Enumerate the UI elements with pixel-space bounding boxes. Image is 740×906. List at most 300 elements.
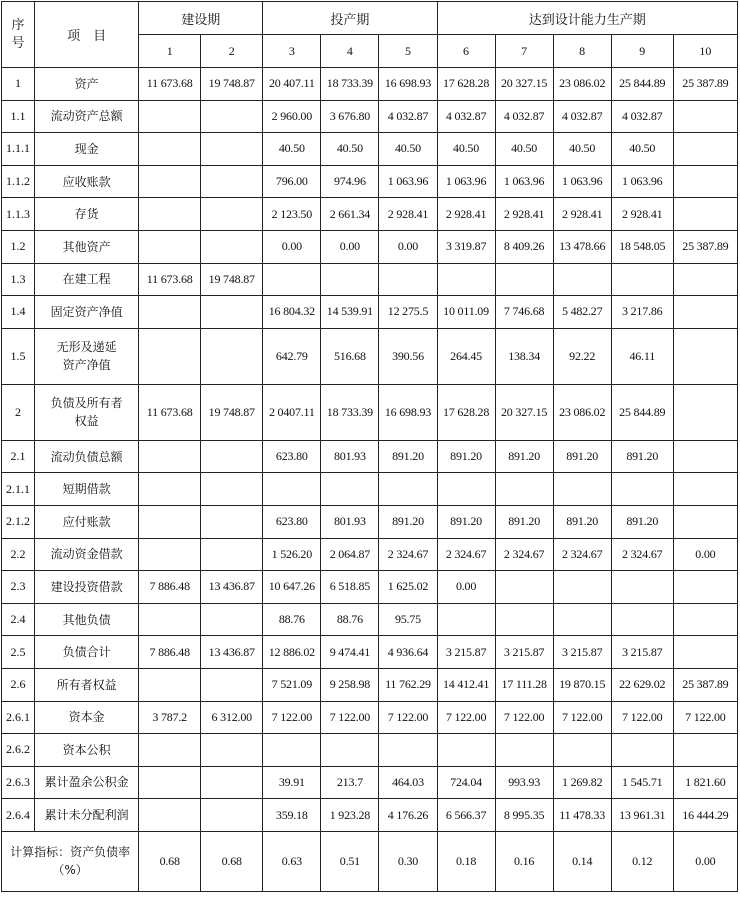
row-value-year-9: 25 844.89 (611, 384, 673, 440)
row-value-year-5: 0.00 (379, 230, 437, 263)
table-row (2, 68, 738, 101)
row-value-year-3: 359.18 (263, 799, 321, 832)
row-value-year-9 (611, 571, 673, 604)
row-value-year-2: 19 748.87 (201, 384, 263, 440)
row-value-year-6: 14 412.41 (437, 668, 495, 701)
row-value-year-4: 213.7 (321, 766, 379, 799)
row-value-year-10 (673, 734, 737, 767)
table-row (2, 296, 738, 329)
row-value-year-1 (139, 230, 201, 263)
row-seq: 1.5 (2, 328, 35, 384)
row-seq: 2.6.4 (2, 799, 35, 832)
row-value-year-8: 23 086.02 (553, 384, 611, 440)
row-seq: 2.1.1 (2, 473, 35, 506)
table-row (2, 538, 738, 571)
header-year-9: 9 (611, 35, 673, 68)
row-value-year-6: 17 628.28 (437, 68, 495, 101)
row-value-year-8: 19 870.15 (553, 668, 611, 701)
balance-sheet-table (1, 1, 738, 892)
row-value-year-5 (379, 734, 437, 767)
row-value-year-7: 20 327.15 (495, 384, 553, 440)
row-seq: 2.2 (2, 538, 35, 571)
row-value-year-2 (201, 440, 263, 473)
row-value-year-10 (673, 440, 737, 473)
row-value-year-3: 10 647.26 (263, 571, 321, 604)
row-item: 建设投资借款 (35, 571, 139, 604)
header-year-7: 7 (495, 35, 553, 68)
row-value-year-6: 2 324.67 (437, 538, 495, 571)
row-value-year-1 (139, 505, 201, 538)
table-header (2, 2, 738, 68)
row-value-year-7 (495, 603, 553, 636)
row-value-year-6: 10 011.09 (437, 296, 495, 329)
row-value-year-1 (139, 668, 201, 701)
row-value-year-1 (139, 538, 201, 571)
row-value-year-2 (201, 734, 263, 767)
row-value-year-5: 1 063.96 (379, 165, 437, 198)
footer-value-year-2: 0.68 (201, 831, 263, 891)
footer-value-year-8: 0.14 (553, 831, 611, 891)
table-row (2, 668, 738, 701)
row-value-year-7 (495, 571, 553, 604)
row-item: 存货 (35, 198, 139, 231)
row-value-year-5: 1 625.02 (379, 571, 437, 604)
header-year-4: 4 (321, 35, 379, 68)
row-value-year-5: 16 698.93 (379, 68, 437, 101)
row-value-year-7: 7 122.00 (495, 701, 553, 734)
footer-value-year-6: 0.18 (437, 831, 495, 891)
row-value-year-4: 7 122.00 (321, 701, 379, 734)
row-value-year-2: 13 436.87 (201, 636, 263, 669)
row-value-year-9: 25 844.89 (611, 68, 673, 101)
row-value-year-4: 18 733.39 (321, 68, 379, 101)
row-value-year-8: 11 478.33 (553, 799, 611, 832)
row-seq: 2.4 (2, 603, 35, 636)
table-row (2, 440, 738, 473)
row-value-year-10 (673, 473, 737, 506)
row-item: 流动负债总额 (35, 440, 139, 473)
row-value-year-6 (437, 734, 495, 767)
row-value-year-2: 13 436.87 (201, 571, 263, 604)
row-value-year-4: 1 923.28 (321, 799, 379, 832)
row-value-year-10 (673, 165, 737, 198)
row-value-year-1 (139, 296, 201, 329)
row-value-year-3: 39.91 (263, 766, 321, 799)
row-value-year-3: 7 122.00 (263, 701, 321, 734)
row-value-year-3: 88.76 (263, 603, 321, 636)
row-seq: 2.3 (2, 571, 35, 604)
row-value-year-6: 0.00 (437, 571, 495, 604)
row-value-year-8: 23 086.02 (553, 68, 611, 101)
row-item: 流动资产总额 (35, 100, 139, 133)
row-value-year-5: 95.75 (379, 603, 437, 636)
row-value-year-7 (495, 263, 553, 296)
row-value-year-6: 891.20 (437, 440, 495, 473)
row-value-year-1: 11 673.68 (139, 68, 201, 101)
row-value-year-9: 1 545.71 (611, 766, 673, 799)
row-value-year-4: 9 474.41 (321, 636, 379, 669)
row-value-year-2 (201, 198, 263, 231)
row-item: 应收账款 (35, 165, 139, 198)
row-value-year-8: 2 928.41 (553, 198, 611, 231)
row-seq: 2.6.2 (2, 734, 35, 767)
row-value-year-8 (553, 473, 611, 506)
row-value-year-4: 2 064.87 (321, 538, 379, 571)
row-value-year-8: 891.20 (553, 440, 611, 473)
row-seq: 2.6.1 (2, 701, 35, 734)
row-value-year-5: 16 698.93 (379, 384, 437, 440)
row-value-year-4: 974.96 (321, 165, 379, 198)
row-value-year-4 (321, 263, 379, 296)
row-value-year-2 (201, 668, 263, 701)
row-value-year-5: 7 122.00 (379, 701, 437, 734)
row-item: 固定资产净值 (35, 296, 139, 329)
row-value-year-10 (673, 296, 737, 329)
row-value-year-9 (611, 263, 673, 296)
row-value-year-7: 1 063.96 (495, 165, 553, 198)
row-value-year-1: 7 886.48 (139, 571, 201, 604)
footer-value-year-5: 0.30 (379, 831, 437, 891)
row-value-year-10: 16 444.29 (673, 799, 737, 832)
table-row (2, 505, 738, 538)
row-value-year-3: 2 123.50 (263, 198, 321, 231)
row-value-year-5: 4 032.87 (379, 100, 437, 133)
row-value-year-9: 22 629.02 (611, 668, 673, 701)
row-value-year-5: 4 176.26 (379, 799, 437, 832)
row-value-year-7: 2 928.41 (495, 198, 553, 231)
row-seq: 1 (2, 68, 35, 101)
table-row (2, 636, 738, 669)
row-seq: 2 (2, 384, 35, 440)
row-value-year-10 (673, 571, 737, 604)
row-item: 无形及递延 资产净值 (35, 328, 139, 384)
header-full-capacity-period: 达到设计能力生产期 (437, 2, 737, 35)
row-value-year-2 (201, 766, 263, 799)
table-row (2, 198, 738, 231)
row-value-year-7: 8 409.26 (495, 230, 553, 263)
row-value-year-9: 3 217.86 (611, 296, 673, 329)
row-value-year-9: 2 928.41 (611, 198, 673, 231)
row-value-year-10 (673, 384, 737, 440)
row-value-year-1 (139, 328, 201, 384)
row-value-year-2 (201, 538, 263, 571)
row-value-year-8: 40.50 (553, 133, 611, 166)
row-value-year-8 (553, 263, 611, 296)
row-seq: 1.4 (2, 296, 35, 329)
table-row (2, 133, 738, 166)
row-value-year-9: 18 548.05 (611, 230, 673, 263)
table-row (2, 603, 738, 636)
row-value-year-8 (553, 571, 611, 604)
row-value-year-4: 18 733.39 (321, 384, 379, 440)
table-row (2, 328, 738, 384)
row-value-year-4 (321, 734, 379, 767)
row-item: 资本金 (35, 701, 139, 734)
row-value-year-9: 2 324.67 (611, 538, 673, 571)
footer-ratio-row (2, 831, 738, 891)
row-value-year-5: 2 324.67 (379, 538, 437, 571)
row-value-year-4: 88.76 (321, 603, 379, 636)
row-value-year-1 (139, 734, 201, 767)
row-value-year-10 (673, 133, 737, 166)
header-year-10: 10 (673, 35, 737, 68)
row-value-year-6 (437, 263, 495, 296)
row-item: 累计未分配利润 (35, 799, 139, 832)
footer-value-year-7: 0.16 (495, 831, 553, 891)
row-value-year-1 (139, 473, 201, 506)
table-row (2, 263, 738, 296)
row-value-year-5: 390.56 (379, 328, 437, 384)
row-value-year-7: 40.50 (495, 133, 553, 166)
footer-value-year-9: 0.12 (611, 831, 673, 891)
row-item: 其他资产 (35, 230, 139, 263)
footer-value-year-4: 0.51 (321, 831, 379, 891)
row-seq: 1.1 (2, 100, 35, 133)
row-value-year-8: 5 482.27 (553, 296, 611, 329)
table-row (2, 165, 738, 198)
row-value-year-2: 6 312.00 (201, 701, 263, 734)
row-value-year-3: 16 804.32 (263, 296, 321, 329)
row-value-year-2: 19 748.87 (201, 263, 263, 296)
row-value-year-6: 17 628.28 (437, 384, 495, 440)
row-value-year-3: 1 526.20 (263, 538, 321, 571)
table-row (2, 384, 738, 440)
row-value-year-9: 891.20 (611, 505, 673, 538)
row-value-year-1 (139, 603, 201, 636)
table-row (2, 100, 738, 133)
row-item: 负债及所有者 权益 (35, 384, 139, 440)
footer-value-year-1: 0.68 (139, 831, 201, 891)
row-value-year-10: 0.00 (673, 538, 737, 571)
row-value-year-4: 14 539.91 (321, 296, 379, 329)
row-value-year-6: 3 215.87 (437, 636, 495, 669)
row-value-year-8: 92.22 (553, 328, 611, 384)
row-seq: 1.1.2 (2, 165, 35, 198)
row-value-year-10: 25 387.89 (673, 230, 737, 263)
row-value-year-5: 40.50 (379, 133, 437, 166)
row-value-year-4: 2 661.34 (321, 198, 379, 231)
row-item: 所有者权益 (35, 668, 139, 701)
row-item: 负债合计 (35, 636, 139, 669)
row-value-year-2 (201, 296, 263, 329)
row-value-year-9: 7 122.00 (611, 701, 673, 734)
table-row (2, 799, 738, 832)
row-value-year-2 (201, 473, 263, 506)
row-value-year-1 (139, 133, 201, 166)
row-value-year-9: 13 961.31 (611, 799, 673, 832)
row-value-year-2 (201, 603, 263, 636)
row-value-year-3: 2 0407.11 (263, 384, 321, 440)
row-value-year-6: 3 319.87 (437, 230, 495, 263)
row-item: 在建工程 (35, 263, 139, 296)
row-value-year-3: 40.50 (263, 133, 321, 166)
row-value-year-1: 11 673.68 (139, 263, 201, 296)
row-value-year-2 (201, 165, 263, 198)
header-item: 项 目 (35, 2, 139, 68)
row-seq: 2.6.3 (2, 766, 35, 799)
row-seq: 2.1 (2, 440, 35, 473)
row-value-year-7: 2 324.67 (495, 538, 553, 571)
row-value-year-2 (201, 230, 263, 263)
row-value-year-9: 40.50 (611, 133, 673, 166)
row-value-year-4: 40.50 (321, 133, 379, 166)
row-value-year-6: 891.20 (437, 505, 495, 538)
row-value-year-1 (139, 799, 201, 832)
row-item: 资产 (35, 68, 139, 101)
row-value-year-9: 891.20 (611, 440, 673, 473)
table-row (2, 766, 738, 799)
row-item: 资本公积 (35, 734, 139, 767)
row-value-year-7: 138.34 (495, 328, 553, 384)
row-value-year-7: 891.20 (495, 505, 553, 538)
row-value-year-1: 11 673.68 (139, 384, 201, 440)
row-value-year-8: 13 478.66 (553, 230, 611, 263)
row-value-year-5 (379, 263, 437, 296)
row-value-year-8: 1 269.82 (553, 766, 611, 799)
table-footer (2, 831, 738, 891)
row-value-year-3: 12 886.02 (263, 636, 321, 669)
row-value-year-1 (139, 440, 201, 473)
row-value-year-8: 2 324.67 (553, 538, 611, 571)
row-value-year-4: 9 258.98 (321, 668, 379, 701)
row-value-year-9: 1 063.96 (611, 165, 673, 198)
row-value-year-10 (673, 505, 737, 538)
row-value-year-3: 623.80 (263, 505, 321, 538)
row-value-year-7 (495, 473, 553, 506)
row-seq: 2.6 (2, 668, 35, 701)
row-value-year-2 (201, 799, 263, 832)
row-value-year-5: 11 762.29 (379, 668, 437, 701)
row-value-year-8 (553, 734, 611, 767)
table-row (2, 230, 738, 263)
row-value-year-9: 4 032.87 (611, 100, 673, 133)
row-value-year-4: 801.93 (321, 505, 379, 538)
row-value-year-1 (139, 198, 201, 231)
row-value-year-5: 891.20 (379, 440, 437, 473)
header-year-3: 3 (263, 35, 321, 68)
row-value-year-2: 19 748.87 (201, 68, 263, 101)
row-value-year-6: 7 122.00 (437, 701, 495, 734)
row-value-year-4: 6 518.85 (321, 571, 379, 604)
row-seq: 1.1.1 (2, 133, 35, 166)
row-value-year-7: 17 111.28 (495, 668, 553, 701)
row-value-year-10: 25 387.89 (673, 68, 737, 101)
header-year-6: 6 (437, 35, 495, 68)
row-value-year-10 (673, 263, 737, 296)
row-value-year-6: 4 032.87 (437, 100, 495, 133)
footer-value-year-3: 0.63 (263, 831, 321, 891)
row-value-year-6: 724.04 (437, 766, 495, 799)
row-value-year-2 (201, 133, 263, 166)
row-value-year-7: 3 215.87 (495, 636, 553, 669)
row-item: 其他负债 (35, 603, 139, 636)
row-value-year-5: 464.03 (379, 766, 437, 799)
row-value-year-1: 3 787.2 (139, 701, 201, 734)
row-value-year-4: 3 676.80 (321, 100, 379, 133)
header-year-2: 2 (201, 35, 263, 68)
row-value-year-4: 516.68 (321, 328, 379, 384)
row-value-year-7: 20 327.15 (495, 68, 553, 101)
row-value-year-10: 7 122.00 (673, 701, 737, 734)
header-construction-period: 建设期 (139, 2, 263, 35)
table-row (2, 473, 738, 506)
row-value-year-9 (611, 603, 673, 636)
row-value-year-1 (139, 100, 201, 133)
row-value-year-4: 801.93 (321, 440, 379, 473)
row-value-year-10: 1 821.60 (673, 766, 737, 799)
table-row (2, 571, 738, 604)
row-value-year-10 (673, 636, 737, 669)
footer-value-year-10: 0.00 (673, 831, 737, 891)
row-value-year-8: 891.20 (553, 505, 611, 538)
row-value-year-2 (201, 328, 263, 384)
header-year-8: 8 (553, 35, 611, 68)
row-value-year-9 (611, 473, 673, 506)
row-value-year-8: 4 032.87 (553, 100, 611, 133)
header-commissioning-period: 投产期 (263, 2, 437, 35)
row-value-year-7: 8 995.35 (495, 799, 553, 832)
row-value-year-4: 0.00 (321, 230, 379, 263)
row-value-year-3: 642.79 (263, 328, 321, 384)
row-item: 累计盈余公积金 (35, 766, 139, 799)
row-value-year-7: 7 746.68 (495, 296, 553, 329)
row-value-year-3 (263, 263, 321, 296)
row-value-year-6: 1 063.96 (437, 165, 495, 198)
row-value-year-3: 796.00 (263, 165, 321, 198)
table-body (2, 68, 738, 832)
row-value-year-3: 2 960.00 (263, 100, 321, 133)
row-value-year-8: 3 215.87 (553, 636, 611, 669)
row-value-year-10: 25 387.89 (673, 668, 737, 701)
row-value-year-9: 3 215.87 (611, 636, 673, 669)
row-value-year-6 (437, 603, 495, 636)
header-year-5: 5 (379, 35, 437, 68)
row-value-year-10 (673, 100, 737, 133)
row-value-year-8: 7 122.00 (553, 701, 611, 734)
row-value-year-5 (379, 473, 437, 506)
row-value-year-8 (553, 603, 611, 636)
row-value-year-7: 891.20 (495, 440, 553, 473)
row-value-year-1 (139, 165, 201, 198)
row-seq: 1.2 (2, 230, 35, 263)
row-value-year-3: 0.00 (263, 230, 321, 263)
row-value-year-3 (263, 473, 321, 506)
row-value-year-5: 891.20 (379, 505, 437, 538)
row-item: 短期借款 (35, 473, 139, 506)
row-seq: 2.1.2 (2, 505, 35, 538)
row-seq: 2.5 (2, 636, 35, 669)
header-seq: 序 号 (2, 2, 35, 68)
row-seq: 1.1.3 (2, 198, 35, 231)
row-value-year-5: 12 275.5 (379, 296, 437, 329)
row-value-year-3 (263, 734, 321, 767)
row-value-year-2 (201, 505, 263, 538)
row-value-year-10 (673, 328, 737, 384)
row-value-year-6: 6 566.37 (437, 799, 495, 832)
row-value-year-7 (495, 734, 553, 767)
row-value-year-6: 40.50 (437, 133, 495, 166)
row-value-year-3: 20 407.11 (263, 68, 321, 101)
row-item: 应付账款 (35, 505, 139, 538)
footer-label: 计算指标：资产负债率 （%） (2, 831, 139, 891)
row-item: 流动资金借款 (35, 538, 139, 571)
row-value-year-7: 4 032.87 (495, 100, 553, 133)
row-value-year-5: 2 928.41 (379, 198, 437, 231)
row-value-year-6 (437, 473, 495, 506)
table-row (2, 701, 738, 734)
row-value-year-4 (321, 473, 379, 506)
header-year-1: 1 (139, 35, 201, 68)
